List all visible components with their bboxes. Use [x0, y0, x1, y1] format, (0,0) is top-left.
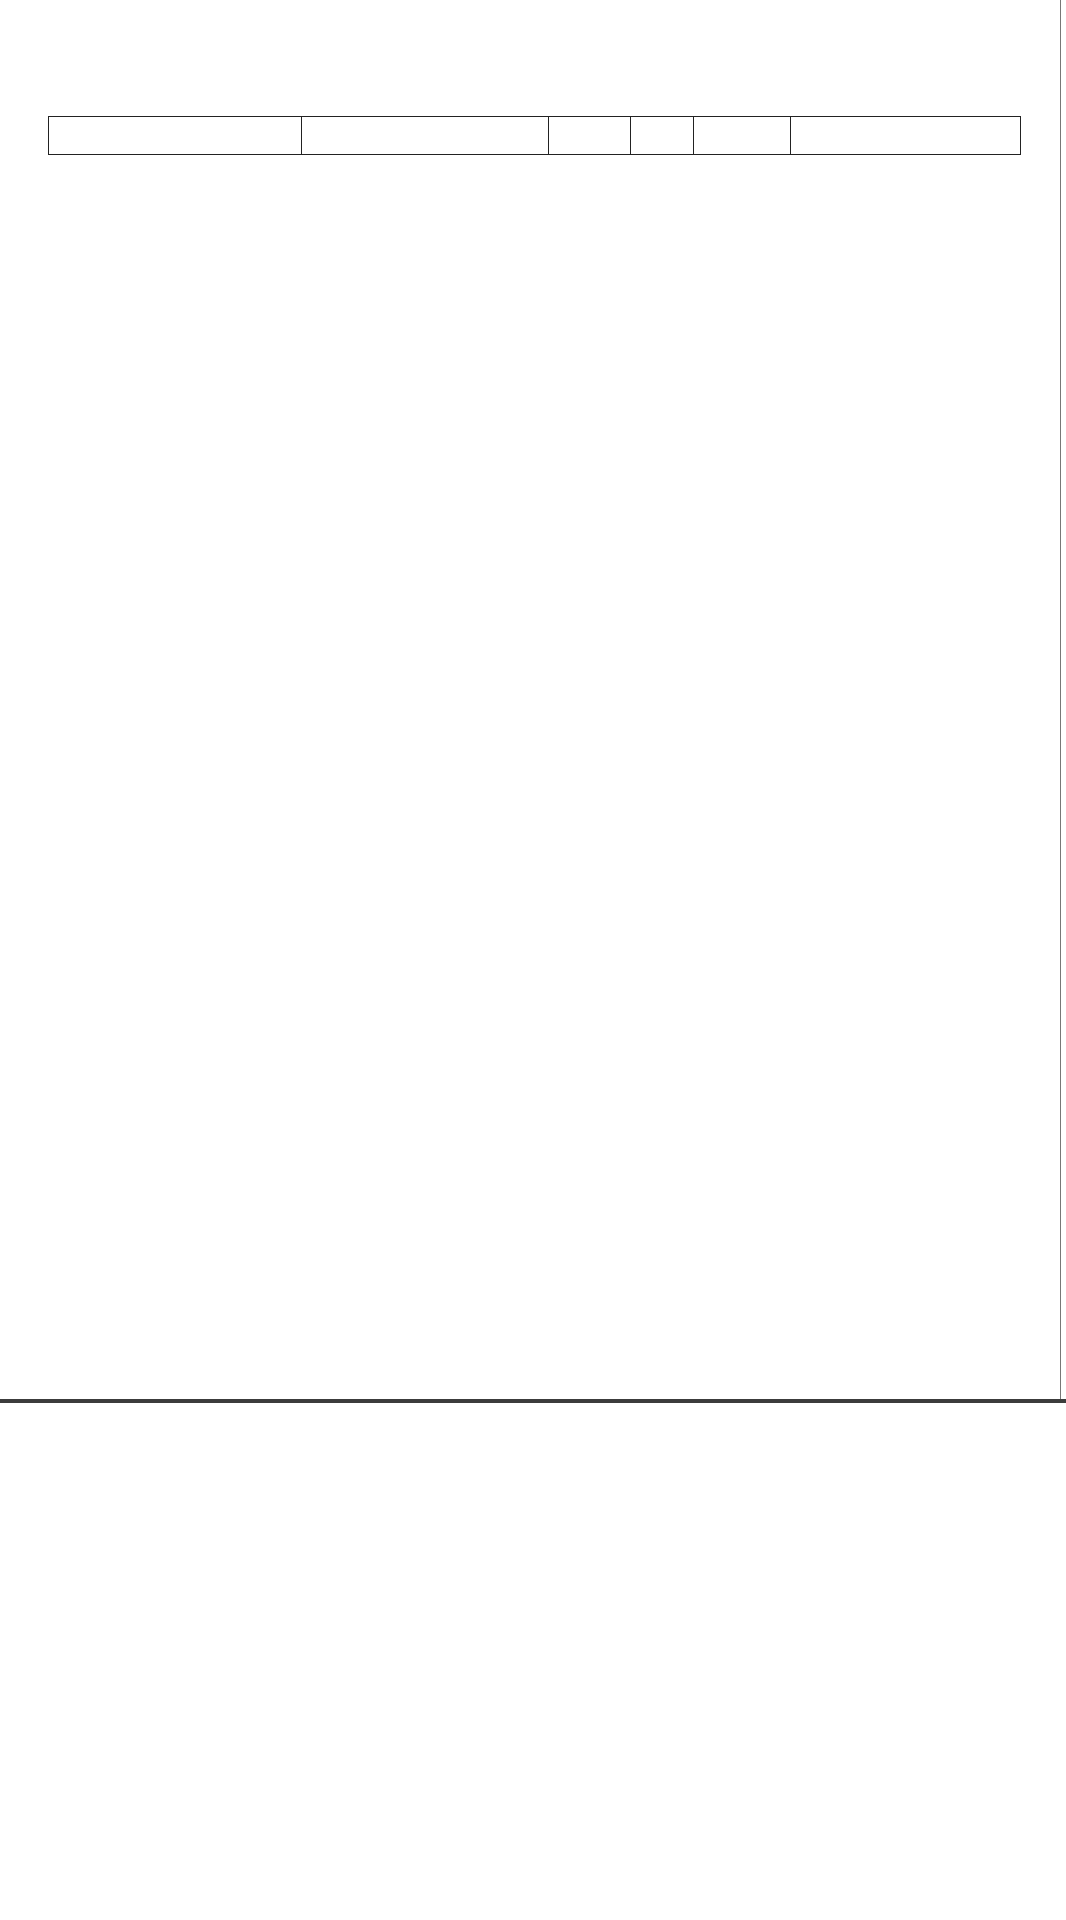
- header-spec: [302, 117, 549, 155]
- page-edge-line: [1060, 0, 1061, 1400]
- table-header-row: [49, 117, 1021, 155]
- header-effect: [791, 117, 1021, 155]
- header-agent-price: [549, 117, 631, 155]
- catalog-table-top: [48, 116, 1021, 155]
- header-product-name: [49, 117, 302, 155]
- header-wholesale: [631, 117, 694, 155]
- header-retail: [694, 117, 791, 155]
- page-break-divider: [0, 1399, 1066, 1403]
